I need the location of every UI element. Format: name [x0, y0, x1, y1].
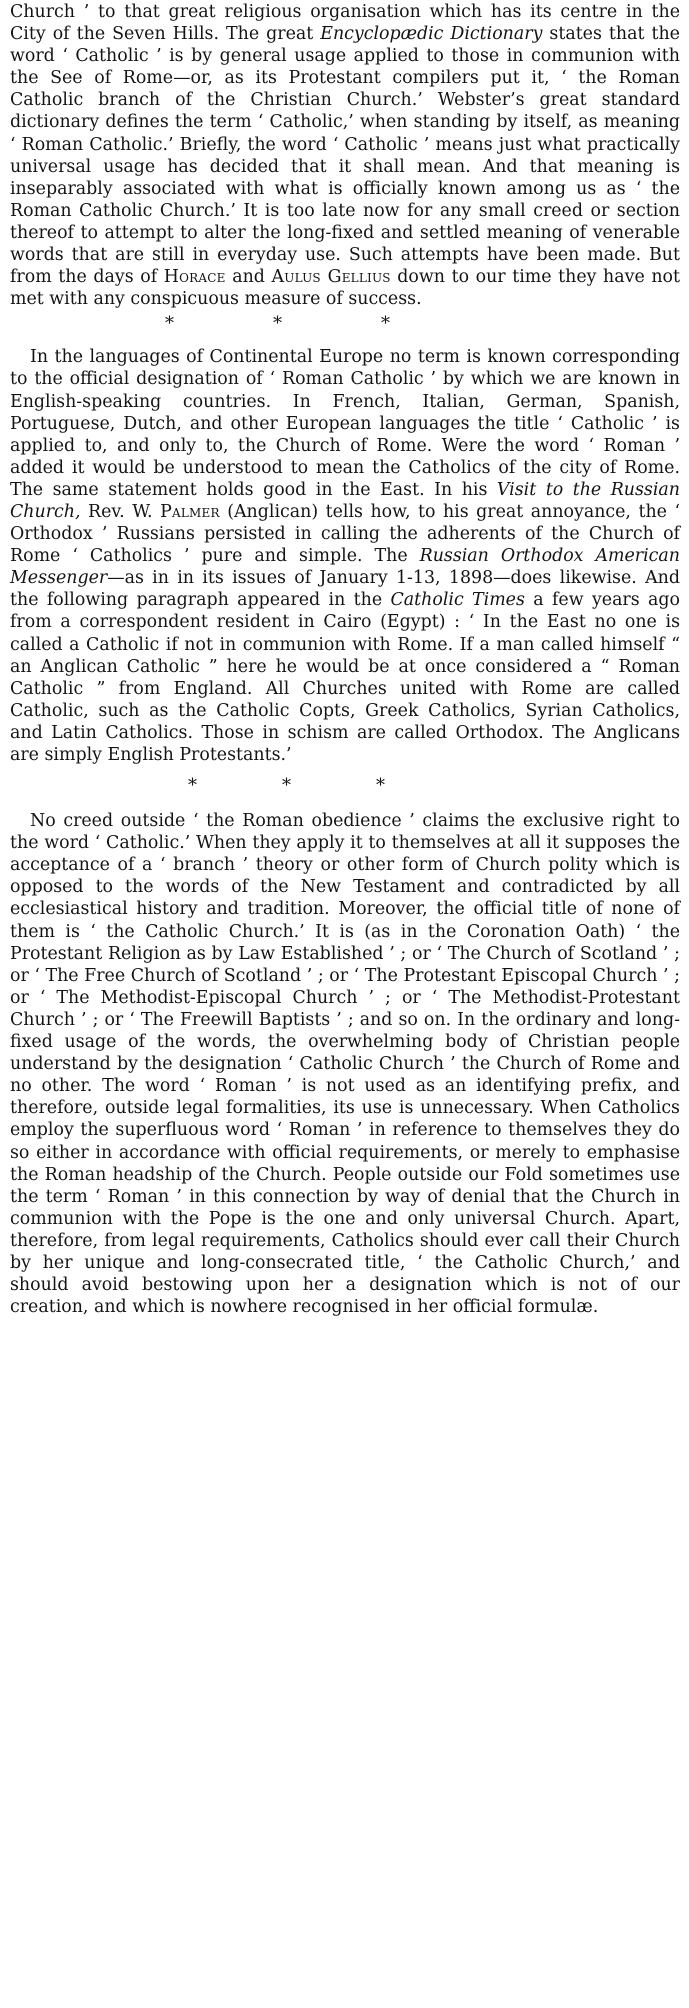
p1-run: and	[225, 267, 272, 288]
p1-run: Church ’ to that great religious organisation which has its centre in the City of the Seven Hills. The great	[10, 2, 680, 45]
separator-star: *	[376, 775, 385, 797]
p2-run: a few years ago from a correspondent resident in Cairo (Egypt) : ‘ In the East no one is called a Catholic if not in communion with Rome. If a man called himself “ an Anglican Catholic ” here he would be at once considered a “ Roman Catholic ” from England. All Churches united with Rome are called Catholic, such as the Catholic Copts, Greek Catholics, Syrian Catholics, and Latin Catholics. Those in schism are called Orthodox. The Anglicans are simply English Protestants.’	[10, 590, 680, 765]
p3-run: No creed outside ‘ the Roman obedience ’ claims the exclusive right to the word ‘ Catholic.’ When they apply it to themselves at all it supposes the acceptance of a ‘ branch ’ theory or other form of Church polity which is opposed to the words of the New Testament and contradicted by all ecclesiastical history and tradition. Moreover, the official title of none of them is ‘ the Catholic Church.’ It is (as in the Coronation Oath) ‘ the Protestant Religion as by Law Established ’ ; or ‘ The Church of Scotland ’ ; or ‘ The Free Church of Scotland ’ ; or ‘ The Protestant Episcopal Church ’ ; or ‘ The Methodist-Episcopal Church ’ ; or ‘ The Methodist-Protestant Church ’ ; or ‘ The Freewill Baptists ’ ; and so on. In the ordinary and long-fixed usage of the words, the overwhelming body of Christian people understand by the designation ‘ Catholic Church ’ the Church of Rome and no other. The word ‘ Roman ’ is not used as an identifying prefix, and therefore, outside legal formalities, its use is unnecessary. When Catholics employ the superfluous word ‘ Roman ’ in reference to themselves they do so either in accordance with official requirements, or merely to emphasise the Roman headship of the Church. People outside our Fold sometimes use the term ‘ Roman ’ in this connection by way of denial that the Church in communion with the Pope is the one and only universal Church. Apart, therefore, from legal requirements, Catholics should ever call their Church by her unique and long-consecrated title, ‘ the Catholic Church,’ and should avoid bestowing upon her a designation which is not of our creation, and which is nowhere recognised in her official formulæ.	[10, 811, 680, 1318]
p2-run-italic: Visit to the Russian Church,	[10, 479, 680, 522]
separator-star: *	[282, 775, 291, 797]
p2-run-italic: Russian Orthodox American Messenger	[10, 546, 680, 589]
p2-run-smallcaps: Palmer	[160, 501, 220, 522]
paragraph-1	[10, 1, 680, 310]
p1-run-smallcaps: Horace	[163, 267, 226, 288]
separator-star: *	[273, 313, 282, 335]
paragraph-2	[10, 346, 680, 766]
p1-run: states that the word ‘ Catholic ’ is by general usage applied to those in communion with the See of Rome—or, as its Protestant compilers put it, ‘ the Roman Catholic branch of the Christian Church.’ Webster’s great standard dictionary defines the term ‘ Catholic,’ when standing by itself, as meaning ‘ Roman Catholic.’ Briefly, the word ‘ Catholic ’ means just what practically universal usage has decided that it shall mean. And that meaning is inseparably associated with what is officially known among us as ‘ the Roman Catholic Church.’ It is too late now for any small creed or section thereof to attempt to alter the long-fixed and settled meaning of venerable words that are still in everyday use. Such attempts have been made. But from the days of	[10, 24, 680, 288]
p2-run: In the languages of Continental Europe no term is known corresponding to the official designation of ‘ Roman Catholic ’ by which we are known in English-speaking countries. In French, Italian, German, Spanish, Portuguese, Dutch, and other European languages the title ‘ Catholic ’ is applied to, and only to, the Church of Rome. Were the word ‘ Roman ’ added it would be understood to mean the Catholics of the city of Rome. The same statement holds good in the East. In his	[10, 347, 680, 500]
separator-star: *	[381, 313, 390, 335]
p1-run-italic: Encyclopædic Dictionary	[320, 24, 543, 45]
p2-run: —as in in its issues of January 1-13, 1898—does likewise. And the following paragraph appeared in the	[10, 568, 680, 611]
section-separator-1	[10, 312, 680, 340]
p1-run-smallcaps: Aulus Gellius	[271, 267, 391, 288]
separator-star: *	[188, 775, 197, 797]
p2-run: Rev. W.	[80, 501, 161, 522]
separator-star: *	[165, 313, 174, 335]
p2-run: (Anglican) tells how, to his great annoyance, the ‘ Orthodox ’ Russians persisted in calling the adherents of the Church of Rome ‘ Catholics ’ pure and simple. The	[10, 501, 680, 567]
paragraph-3	[10, 810, 680, 1318]
p2-run-italic: Catholic Times	[390, 590, 525, 611]
p1-run: down to our time they have not met with any conspicuous measure of success.	[10, 267, 680, 310]
section-separator-2	[10, 774, 680, 802]
